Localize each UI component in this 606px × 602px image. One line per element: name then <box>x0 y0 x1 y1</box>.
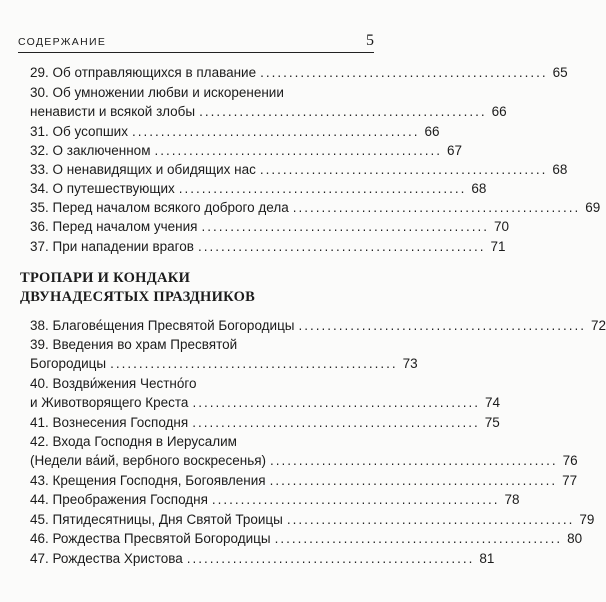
toc-page-ref: 77 <box>562 473 578 488</box>
toc-page-ref: 70 <box>493 219 509 234</box>
toc-entry-34: 34. О путешествующих .................................................. 68 <box>30 181 487 196</box>
toc-entry-29: 29. Об отправляющихся в плавание .................................................. 65 <box>30 65 568 80</box>
toc-entry-39: 39. Введения во храм Пресвятой Богородицы .................................................. 73 <box>30 337 418 371</box>
toc-entry-42: 42. Входа Господня в Иерусалим (Недели ва́ий, вербного воскресенья) .................................................. 76 <box>30 434 578 468</box>
toc-page-ref: 72 <box>591 318 606 333</box>
toc-entry-41: 41. Вознесения Господня .................................................. 75 <box>30 415 500 430</box>
page-header <box>18 28 374 53</box>
toc-entry-35: 35. Перед началом всякого доброго дела .................................................. 69 <box>30 200 601 215</box>
toc-page-ref: 66 <box>491 104 507 119</box>
section-heading: ТРОПАРИ И КОНДАКИ ДВУНАДЕСЯТЫХ ПРАЗДНИКОВ <box>20 270 256 305</box>
toc-entry-47: 47. Рождества Христова .................................................. 81 <box>30 551 495 566</box>
toc-entry-45: 45. Пятидесятницы, Дня Святой Троицы .................................................. 79 <box>30 512 595 527</box>
toc-entry-33: 33. О ненавидящих и обидящих нас .................................................. 68 <box>30 162 568 177</box>
toc-page-ref: 69 <box>585 200 601 215</box>
toc-entry-32: 32. О заключенном .................................................. 67 <box>30 143 463 158</box>
toc-page-ref: 75 <box>484 415 500 430</box>
toc-page-ref: 68 <box>552 162 568 177</box>
toc-entry-38: 38. Благове́щения Пресвятой Богородицы .................................................. 72 <box>30 318 606 333</box>
page-number: 5 <box>366 32 374 49</box>
toc-page-ref: 81 <box>479 551 495 566</box>
toc-entry-44: 44. Преображения Господня .................................................. 78 <box>30 492 520 507</box>
toc-page-ref: 76 <box>562 453 578 468</box>
toc-page-ref: 67 <box>447 143 463 158</box>
toc-page-ref: 71 <box>490 239 506 254</box>
toc-page-ref: 80 <box>567 531 583 546</box>
toc-page-ref: 74 <box>484 395 500 410</box>
toc-entry-46: 46. Рождества Пресвятой Богородицы .................................................. 80 <box>30 531 583 546</box>
toc-page-ref: 66 <box>424 124 440 139</box>
running-title: СОДЕРЖАНИЕ <box>18 36 107 48</box>
toc-page-ref: 65 <box>552 65 568 80</box>
toc-page-ref: 78 <box>504 492 520 507</box>
toc-entry-43: 43. Крещения Господня, Богоявления .................................................. 77 <box>30 473 578 488</box>
toc-entry-40: 40. Воздви́жения Честно́го и Животворящего Креста .................................................. 74 <box>30 376 500 410</box>
toc-entry-30: 30. Об умножении любви и искоренении ненависти и всякой злобы .................................................. 66 <box>30 85 507 119</box>
toc-entry-31: 31. Об усопших .................................................. 66 <box>30 124 440 139</box>
toc-page-ref: 73 <box>402 356 418 371</box>
toc-entry-36: 36. Перед началом учения .................................................. 70 <box>30 219 509 234</box>
toc-page-ref: 68 <box>471 181 487 196</box>
toc-entry-37: 37. При нападении врагов .................................................. 71 <box>30 239 506 254</box>
toc-page-ref: 79 <box>579 512 595 527</box>
